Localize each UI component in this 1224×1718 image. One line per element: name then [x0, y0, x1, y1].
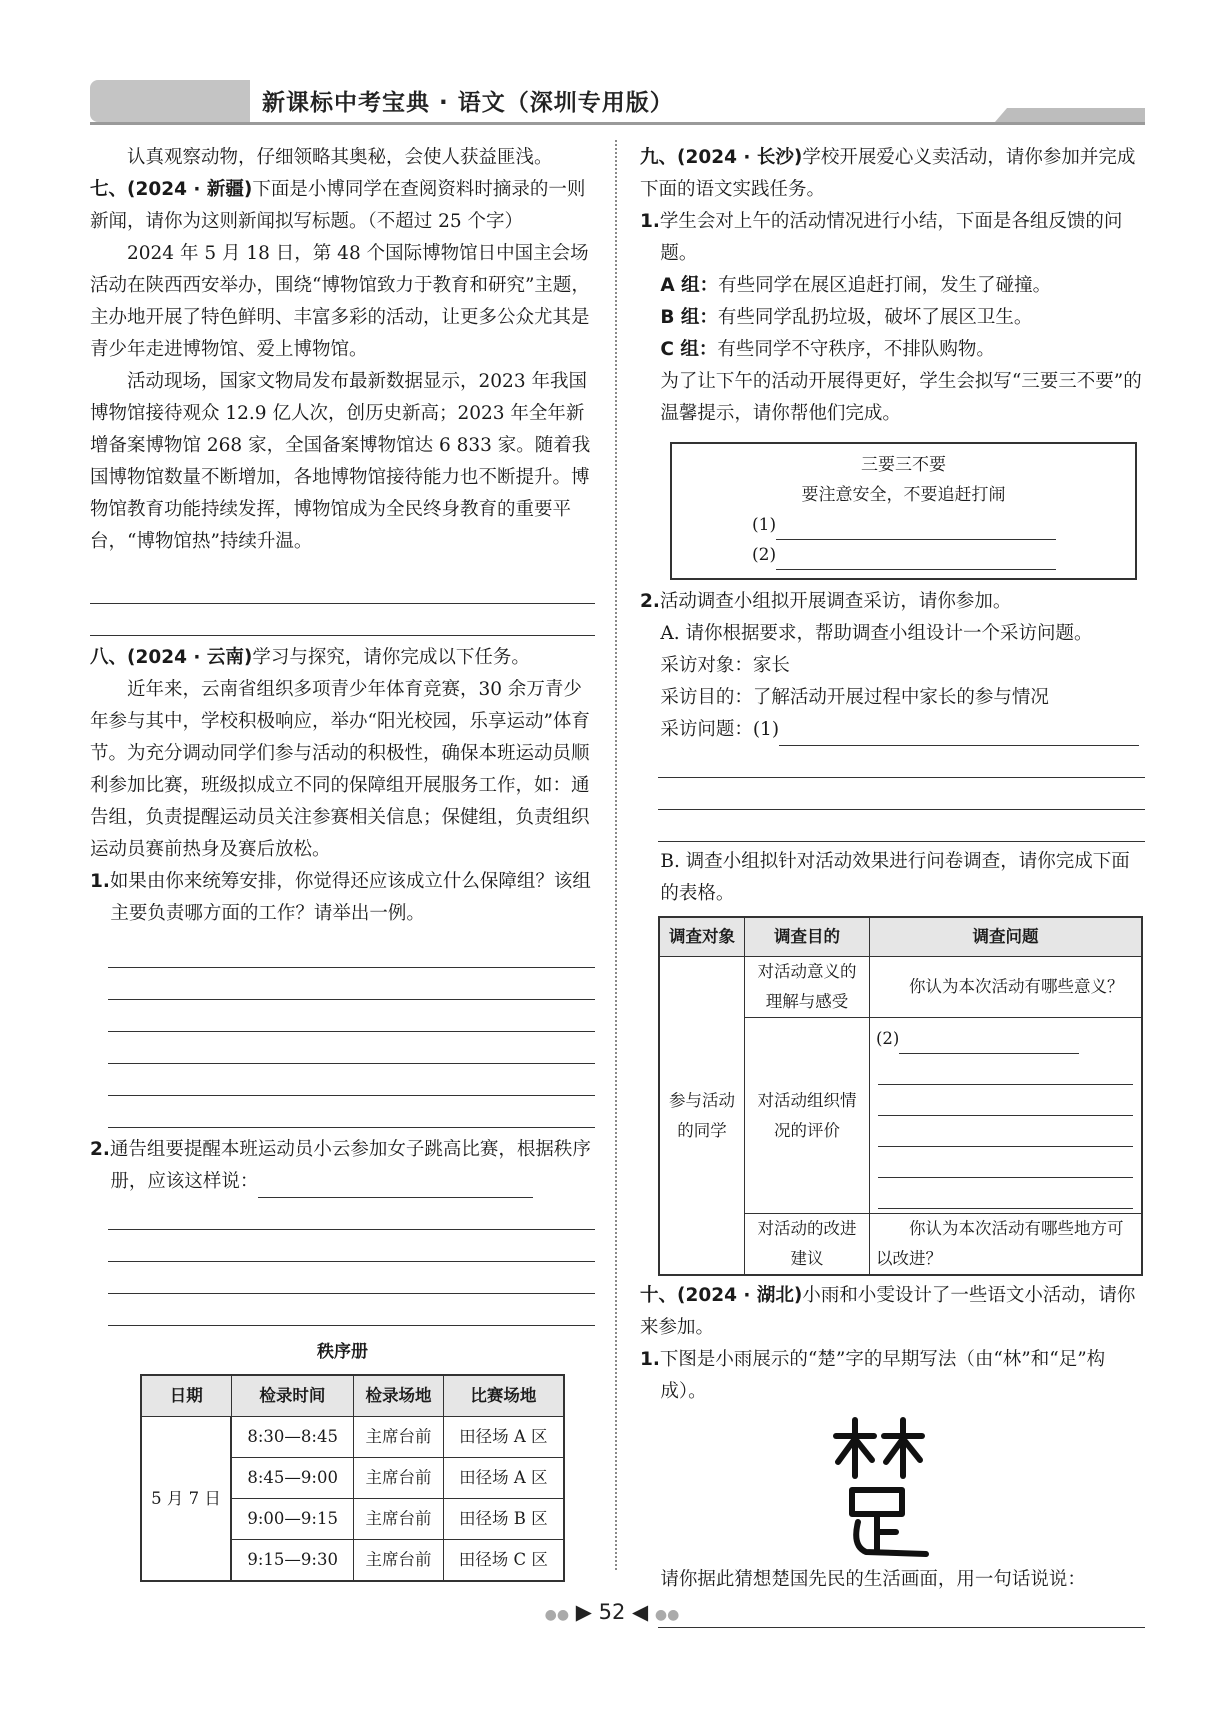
q8-s2: [90, 1134, 595, 1198]
q9-s2b: B. 调查小组拟针对活动效果进行问卷调查，请你完成下面的表格。: [660, 851, 1130, 904]
tips-blank-2: [672, 540, 1135, 570]
th-question: 调查问题: [870, 917, 1143, 957]
q8-s1-answer-line[interactable]: [108, 1064, 595, 1096]
q8-para: 近年来，云南省组织多项青少年体育竞赛，30 余万青少年参与其中，学校积极响应，举办“阳光校园，乐享运动”体育节。为充分调动同学们参与活动的积极性，确保本班运动员顺利参加比赛，班级拟成立不同的保障组开展服务工作，如：通告组，负责提醒运动员关注参赛相关信息；保健组，负责组织运动员赛前热身及赛后放松。: [90, 679, 590, 860]
q9-prompt-text: 学校开展爱心义卖活动，请你参加并完成下面的语文实践任务。: [640, 147, 1136, 200]
survey-q2-blank[interactable]: [899, 1031, 1079, 1054]
q10-s1-text: 下图是小雨展示的“楚”字的早期写法（由“林”和“足”构成）。: [659, 1349, 1106, 1402]
venue-cell: 田径场 C 区: [443, 1540, 564, 1582]
survey-question-2-cell: [870, 1018, 1143, 1214]
q9-s1-text: 学生会对上午的活动情况进行小结，下面是各组反馈的问题。: [659, 211, 1123, 264]
q8-s1-answer-line[interactable]: [108, 1096, 595, 1128]
schedule-table: [140, 1374, 565, 1582]
q8-s1-answer-line[interactable]: [108, 936, 595, 968]
q10-tag: 十、(2024 · 湖北): [640, 1285, 803, 1306]
interview-question: [640, 714, 1145, 746]
interview-answer-line[interactable]: [658, 778, 1145, 810]
interview-purpose: 采访目的：了解活动开展过程中家长的参与情况: [660, 687, 1049, 708]
tips-blank-2-line[interactable]: [776, 545, 1056, 570]
chu-seal-script-icon: [640, 1414, 1145, 1564]
venue-cell: 田径场 B 区: [443, 1499, 564, 1540]
page-number-text: 52: [598, 1600, 626, 1624]
q8-s2-text: 通告组要提醒本班运动员小云参加女子跳高比赛，根据秩序册，应该这样说：: [109, 1139, 591, 1192]
place-cell: 主席台前: [354, 1458, 443, 1499]
q8-prompt-text: 学习与探究，请你完成以下任务。: [252, 647, 530, 668]
q8-prompt: [90, 642, 595, 674]
th-subject: 调查对象: [659, 917, 745, 957]
survey-goal-3: 对活动的改进建议: [745, 1214, 870, 1276]
q8-s2-answer-line[interactable]: [108, 1198, 595, 1230]
tips-box-example: 要注意安全，不要追赶打闹: [801, 485, 1006, 505]
tips-blank-2-label: (2): [752, 545, 777, 565]
q7-prompt-text: 下面是小博同学在查阅资料时摘录的一则新闻，请你为这则新闻拟写标题。（不超过 25 个字）: [90, 179, 586, 232]
q9-s2-num: 2.: [640, 591, 660, 612]
survey-table: [658, 916, 1143, 1276]
q8-s2-num: 2.: [90, 1139, 110, 1160]
book-title: 新课标中考宝典 · 语文（深圳专用版）: [262, 90, 674, 116]
date-cell: 5 月 7 日: [141, 1417, 231, 1582]
q10-prompt-text: 小雨和小雯设计了一些语文小活动，请你来参加。: [640, 1285, 1136, 1338]
survey-q2-line[interactable]: [878, 1147, 1133, 1178]
time-cell: 9:00—9:15: [231, 1499, 354, 1540]
right-column: [640, 142, 1145, 1628]
q9-s1-num: 1.: [640, 211, 660, 232]
survey-subject: 参与活动的同学: [659, 957, 745, 1276]
q9-s2: [640, 586, 1145, 618]
q7-answer-line[interactable]: [90, 604, 595, 636]
q9-group-b-text: 有些同学乱扔垃圾，破坏了展区卫生。: [717, 307, 1033, 328]
time-cell: 8:45—9:00: [231, 1458, 354, 1499]
th-date: 日期: [141, 1375, 231, 1417]
q10-s1: [640, 1344, 1145, 1408]
q7-answer-line[interactable]: [90, 572, 595, 604]
q8-s2-answer-line[interactable]: [108, 1262, 595, 1294]
table-row: [141, 1417, 564, 1458]
q10-task: 请你据此猜想楚国先民的生活画面，用一句话说说：: [660, 1569, 1086, 1590]
ancient-chu-character-image: [640, 1414, 1145, 1564]
page-number: ●● ▶ 52 ◀ ●●: [544, 1600, 680, 1624]
column-divider: [615, 140, 617, 1570]
q8-s1-text: 如果由你来统筹安排，你觉得还应该成立什么保障组？该组主要负责哪方面的工作？请举出一例。: [109, 871, 591, 924]
q9-s2a: A. 请你根据要求，帮助调查小组设计一个采访问题。: [660, 623, 1093, 644]
q8-s1-answer-line[interactable]: [108, 1032, 595, 1064]
survey-q2-line[interactable]: [878, 1085, 1133, 1116]
tips-box: [670, 442, 1137, 580]
q9-s1: [640, 206, 1145, 270]
q9-group-b: [640, 302, 1145, 334]
page-deco-left-icon: ●●: [544, 1607, 570, 1623]
interview-answer-line[interactable]: [658, 746, 1145, 778]
table-header-row: [141, 1375, 564, 1417]
interview-object: 采访对象：家长: [660, 655, 790, 676]
place-cell: 主席台前: [354, 1540, 443, 1582]
q9-s1-task: 为了让下午的活动开展得更好，学生会拟写“三要三不要”的温馨提示，请你帮他们完成。: [660, 371, 1142, 424]
header-tab-grey: [90, 80, 250, 122]
header-right-tab: [995, 108, 1145, 122]
time-cell: 9:15—9:30: [231, 1540, 354, 1582]
q8-s1-answer-line[interactable]: [108, 968, 595, 1000]
q7-prompt: [90, 174, 595, 238]
survey-q2-line[interactable]: [878, 1116, 1133, 1147]
q10-prompt: [640, 1280, 1145, 1344]
q7-tag: 七、(2024 · 新疆): [90, 179, 253, 200]
th-checkin-place: 检录场地: [354, 1375, 443, 1417]
place-cell: 主席台前: [354, 1417, 443, 1458]
th-checkin-time: 检录时间: [231, 1375, 354, 1417]
left-column: [90, 142, 595, 1582]
q9-group-c-tag: C 组：: [660, 339, 718, 360]
q8-s2-answer-line[interactable]: [108, 1294, 595, 1326]
q8-tag: 八、(2024 · 云南): [90, 647, 253, 668]
q7-para2: 活动现场，国家文物局发布最新数据显示，2023 年我国博物馆接待观众 12.9 亿人次，创历史新高；2023 年全年新增备案博物馆 268 家，全国备案博物馆达 6 833 家。随着我国博物馆数量不断增加，各地博物馆接待能力也不断提升。博物馆教育功能持续发挥，博物馆成为全民终身教育的重要平台，“博物馆热”持续升温。: [90, 371, 591, 552]
q9-s2-text: 活动调查小组拟开展调查采访，请你参加。: [659, 591, 1012, 612]
q9-group-c-text: 有些同学不守秩序，不排队购物。: [717, 339, 995, 360]
q8-s1: [90, 866, 595, 930]
q9-tag: 九、(2024 · 长沙): [640, 147, 803, 168]
tips-blank-1-line[interactable]: [776, 515, 1056, 540]
q8-s1-num: 1.: [90, 871, 110, 892]
interview-question-blank[interactable]: [779, 721, 1139, 746]
time-cell: 8:30—8:45: [231, 1417, 354, 1458]
interview-answer-line[interactable]: [658, 810, 1145, 842]
th-venue: 比赛场地: [443, 1375, 564, 1417]
schedule-caption: 秩序册: [317, 1342, 368, 1362]
q9-prompt: [640, 142, 1145, 206]
venue-cell: 田径场 A 区: [443, 1417, 564, 1458]
page-deco-right-icon: ●●: [654, 1607, 680, 1623]
q8-s2-answer-line[interactable]: [108, 1230, 595, 1262]
intro-line: 认真观察动物，仔细领略其奥秘，会使人获益匪浅。: [127, 147, 553, 168]
tips-blank-1-label: (1): [752, 515, 777, 535]
survey-q2-line[interactable]: [878, 1054, 1133, 1085]
tips-box-title: 三要三不要: [861, 455, 946, 475]
q8-s1-answer-line[interactable]: [108, 1000, 595, 1032]
table-row: [659, 957, 1142, 1018]
q7-para1: 2024 年 5 月 18 日，第 48 个国际博物馆日中国主会场活动在陕西西安举办，围绕“博物馆致力于教育和研究”主题，主办地开展了特色鲜明、丰富多彩的活动，让更多公众尤其是青少年走进博物馆、爱上博物馆。: [90, 243, 590, 360]
q9-group-b-tag: B 组：: [660, 307, 718, 328]
venue-cell: 田径场 A 区: [443, 1458, 564, 1499]
q9-group-c: [640, 334, 1145, 366]
survey-q2-label: (2): [876, 1029, 900, 1048]
table-header-row: [659, 917, 1142, 957]
tips-blank-1: [672, 510, 1135, 540]
survey-question-1: 你认为本次活动有哪些意义？: [870, 957, 1143, 1018]
q10-s1-num: 1.: [640, 1349, 660, 1370]
survey-question-3: 你认为本次活动有哪些地方可以改进？: [870, 1214, 1143, 1276]
interview-question-label: 采访问题：(1): [660, 719, 780, 740]
th-goal: 调查目的: [745, 917, 870, 957]
place-cell: 主席台前: [354, 1499, 443, 1540]
q9-group-a: [640, 270, 1145, 302]
survey-goal-1: 对活动意义的理解与感受: [745, 957, 870, 1018]
survey-q2-line[interactable]: [878, 1178, 1133, 1209]
survey-q2-first: [876, 1024, 1135, 1054]
survey-goal-2: 对活动组织情况的评价: [745, 1018, 870, 1214]
q9-group-a-text: 有些同学在展区追赶打闹，发生了碰撞。: [718, 275, 1052, 296]
q9-group-a-tag: A 组：: [660, 275, 719, 296]
header-rule: [90, 122, 1145, 125]
q8-s2-inline-blank[interactable]: [258, 1173, 533, 1198]
